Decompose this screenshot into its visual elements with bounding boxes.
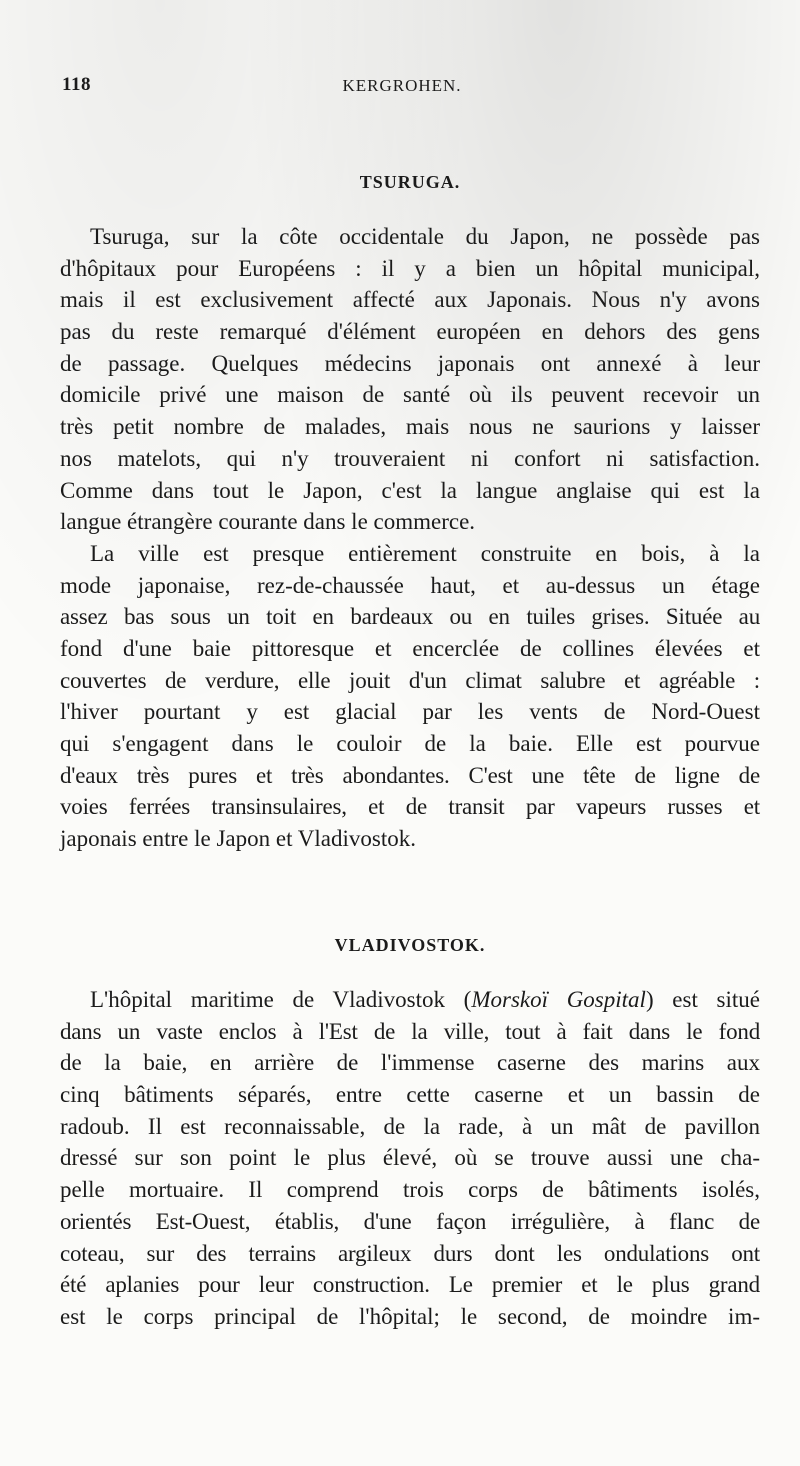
text-line: couvertes de verdure, elle jouit d'un climat salubre et agréable : xyxy=(60,667,760,693)
text-line: orientés Est-Ouest, établis, d'une façon irrégulière, à flanc de xyxy=(60,1208,760,1234)
text-line: est le corps principal de l'hôpital; le second, de moindre im- xyxy=(60,1303,760,1329)
text-line: très petit nombre de malades, mais nous ne saurions y laisser xyxy=(60,414,760,440)
text-line xyxy=(60,984,760,1016)
text-line: de passage. Quelques médecins japonais ont annexé à leur xyxy=(60,350,760,376)
text-line: langue étrangère courante dans le commerce. xyxy=(60,509,476,535)
text-line: qui s'engagent dans le couloir de la baie. Elle est pourvue xyxy=(60,731,760,756)
text-line: La ville est presque entièrement construite en bois, à la xyxy=(90,540,760,566)
section-title-tsuruga: TSURUGA. xyxy=(359,172,461,192)
text-line: dans un vaste enclos à l'Est de la ville, tout à fait dans le fond xyxy=(60,1018,760,1044)
page-header xyxy=(62,74,742,104)
text-line: l'hiver pourtant y est glacial par les vents de Nord-Ouest xyxy=(60,699,760,725)
text-line: voies ferrées transinsulaires, et de transit par vapeurs russes et xyxy=(60,794,760,820)
text-line: de la baie, en arrière de l'immense caserne des marins aux xyxy=(60,1050,760,1076)
text-line: d'eaux très pures et très abondantes. C'est une tête de ligne de xyxy=(60,762,760,788)
text-line: mode japonaise, rez-de-chaussée haut, et au-dessus un étage xyxy=(60,572,760,598)
text-line: fond d'une baie pittoresque et encerclée de collines élevées et xyxy=(60,635,760,661)
text-line: mais il est exclusivement affecté aux Japonais. Nous n'y avons xyxy=(60,287,760,313)
text-fragment: ) est situé xyxy=(645,987,761,1012)
text-line: Comme dans tout le Japon, c'est la langue anglaise qui est la xyxy=(60,477,760,503)
text-line: domicile privé une maison de santé où ils peuvent recevoir un xyxy=(60,382,760,408)
text-line: cinq bâtiments séparés, entre cette caserne et un bassin de xyxy=(60,1082,760,1108)
text-line: radoub. Il est reconnaissable, de la rade, à un mât de pavillon xyxy=(60,1113,760,1139)
section-body-vladivostok xyxy=(60,984,760,1333)
text-line: assez bas sous un toit en bardeaux ou en tuiles grises. Située au xyxy=(60,604,760,630)
text-line: d'hôpitaux pour Européens : il y a bien un hôpital municipal, xyxy=(60,255,760,281)
text-line: japonais entre le Japon et Vladivostok. xyxy=(60,826,416,852)
text-fragment: L'hôpital maritime de Vladivostok ( xyxy=(90,987,472,1012)
text-line: pas du reste remarqué d'élément européen en dehors des gens xyxy=(60,319,760,345)
text-line: été aplanies pour leur construction. Le premier et le plus grand xyxy=(60,1272,760,1298)
text-line: dressé sur son point le plus élevé, où se trouve aussi une cha- xyxy=(60,1145,760,1171)
section-title-vladivostok: VLADIVOSTOK. xyxy=(334,935,486,955)
section-body-tsuruga xyxy=(60,221,760,855)
text-line: pelle mortuaire. Il comprend trois corps de bâtiments isolés, xyxy=(60,1177,760,1203)
running-head: KERGROHEN. xyxy=(342,76,462,95)
page-number: 118 xyxy=(62,74,91,95)
text-line: coteau, sur des terrains argileux durs dont les ondulations ont xyxy=(60,1240,760,1266)
italic-term: Morskoï Gospital xyxy=(471,987,646,1012)
text-line: nos matelots, qui n'y trouveraient ni confort ni satisfaction. xyxy=(60,445,760,471)
text-line: Tsuruga, sur la côte occidentale du Japon, ne possède pas xyxy=(90,224,760,249)
